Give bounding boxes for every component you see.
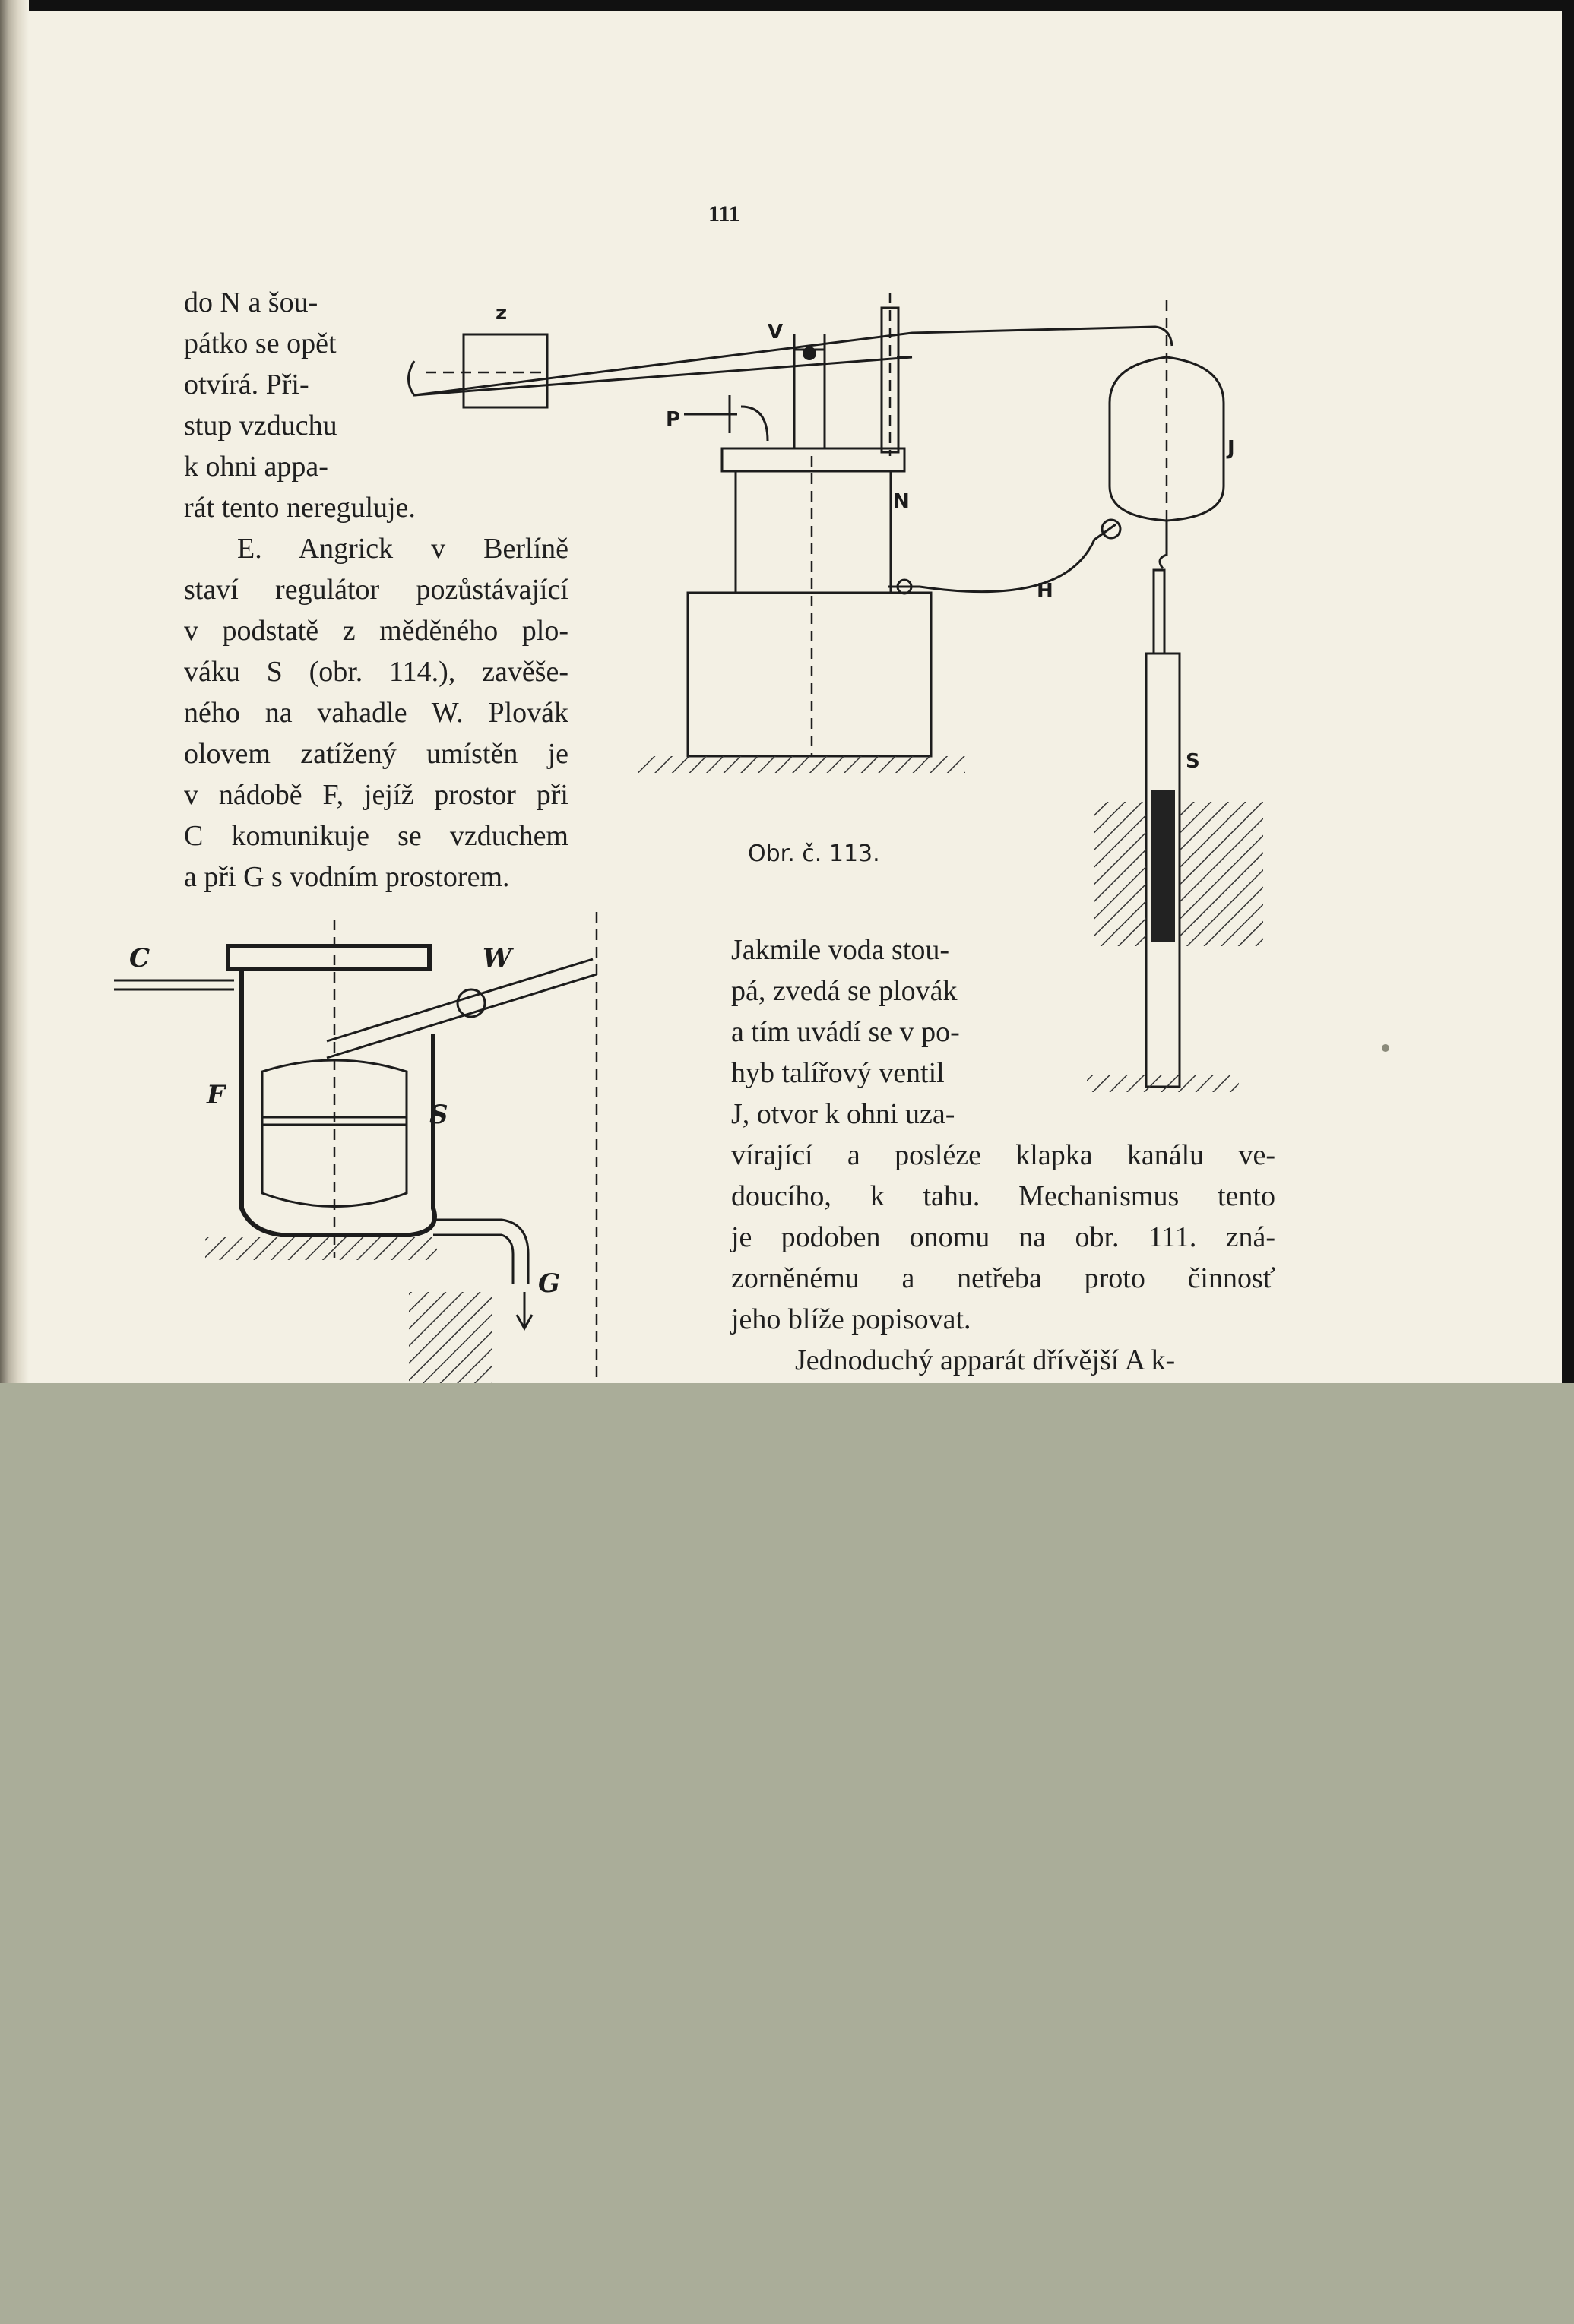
label-s-113: S	[1186, 750, 1200, 773]
text-line: staví regulátor pozůstávající	[184, 574, 568, 606]
text-line: J, otvor k ohni uza-	[731, 1098, 955, 1130]
label-v: V	[768, 321, 784, 344]
support-hatching	[205, 1237, 437, 1260]
text-line: pá, zvedá se plovák	[731, 975, 958, 1007]
text-line: do N a šou-	[184, 287, 318, 318]
text-line: otvírá. Při-	[184, 369, 309, 401]
text-line: Jakmile voda stou-	[731, 934, 950, 966]
text-line: v nádobě F, jejíž prostor při	[184, 779, 568, 811]
wall-hatching	[409, 1292, 492, 1383]
text-line: olovem zatížený umístěn je	[184, 738, 568, 770]
label-s-114: S	[429, 1100, 448, 1130]
label-c: C	[129, 943, 150, 974]
text-line: C komunikuje se vzduchem	[184, 820, 568, 852]
text-line: k ohni appa-	[184, 451, 328, 483]
text-line: doucího, k tahu. Mechanismus tento	[731, 1180, 1275, 1212]
text-line: váku S (obr. 114.), zavěše-	[184, 656, 568, 688]
text-line: pátko se opět	[184, 328, 337, 359]
text-line: a tím uvádí se v po-	[731, 1016, 960, 1048]
page-number: 111	[708, 201, 740, 226]
label-w: W	[483, 943, 512, 974]
label-z: z	[496, 302, 508, 325]
text-line: Jednoduchý apparát dřívější A k-	[795, 1344, 1176, 1376]
text-line: jeho blíže popisovat.	[731, 1303, 971, 1335]
text-line: vírající a posléze klapka kanálu ve-	[731, 1139, 1275, 1171]
beam-w	[327, 959, 597, 1058]
figure-113-caption: Obr. č. 113.	[748, 841, 880, 867]
text-line: v podstatě z měděného plo-	[184, 615, 568, 647]
lid	[228, 946, 429, 969]
text-line: E. Angrick v Berlíně	[237, 533, 568, 565]
label-h: H	[1037, 580, 1053, 603]
text-line: ného na vahadle W. Plovák	[184, 697, 568, 729]
text-line: rát tento nereguluje.	[184, 492, 416, 524]
label-p: P	[666, 408, 681, 431]
label-f: F	[207, 1080, 226, 1110]
label-j: J	[1227, 437, 1235, 460]
water-pipe-g	[433, 1220, 528, 1284]
air-pipe-c	[114, 980, 234, 989]
text-line: hyb talířový ventil	[731, 1057, 945, 1089]
outlet-arrow	[517, 1292, 532, 1328]
text-line: stup vzduchu	[184, 410, 337, 442]
label-g: G	[538, 1268, 561, 1299]
text-line: a při G s vodním prostorem.	[184, 861, 510, 893]
scan-speck	[1382, 1044, 1389, 1052]
text-line: zorněnému a netřeba proto činnosť	[731, 1262, 1275, 1294]
label-n: N	[893, 490, 910, 513]
text-line: je podoben onomu na obr. 111. zná-	[731, 1221, 1275, 1253]
